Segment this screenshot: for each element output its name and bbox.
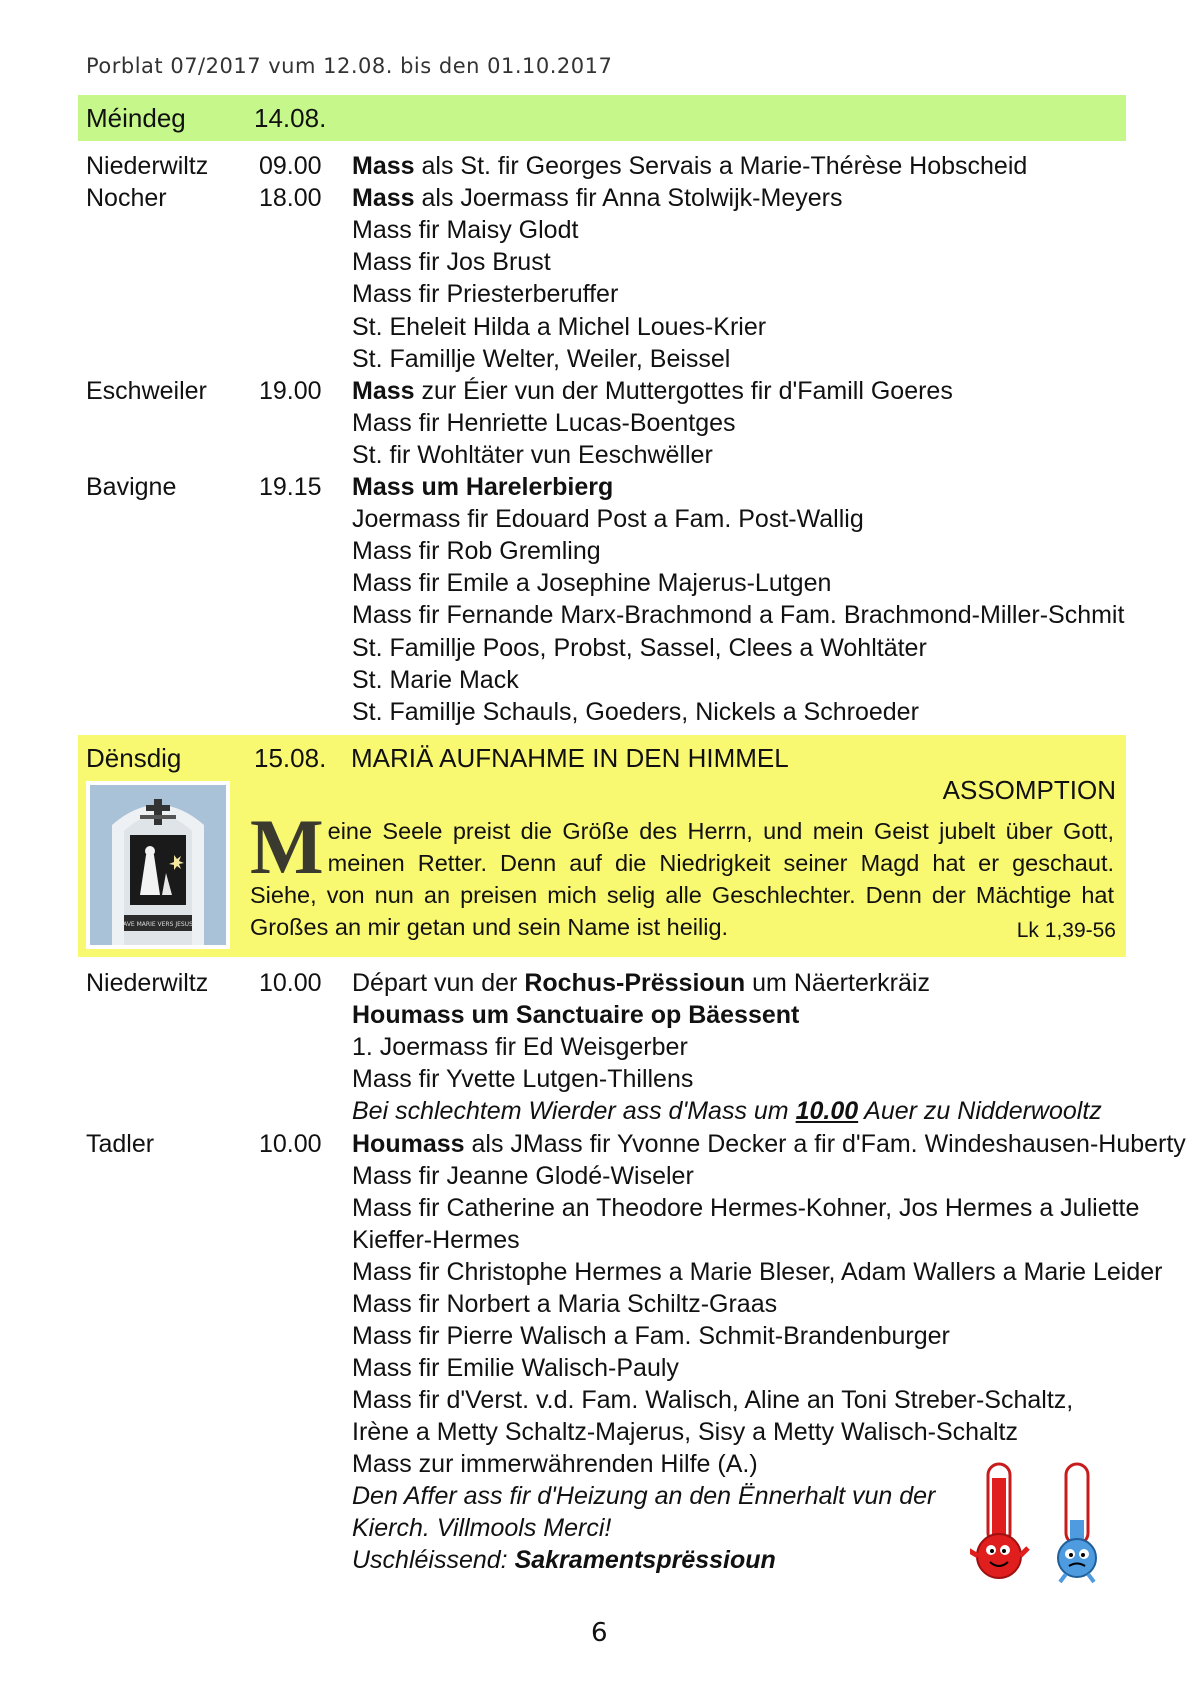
entry-line: Mass als St. fir Georges Servais a Marie-Thérèse Hobscheid	[352, 152, 1028, 180]
entry-line: St. Famillje Schauls, Goeders, Nickels a Schroeder	[352, 697, 919, 726]
time: 10.00	[259, 969, 322, 997]
page-header: Porblat 07/2017 vum 12.08. bis den 01.10.2017	[86, 54, 613, 78]
day-date: 15.08.	[254, 743, 327, 773]
entry-line: Mass fir Emilie Walisch-Pauly	[352, 1354, 679, 1382]
entry-line: St. Famillje Welter, Weiler, Beissel	[352, 344, 731, 373]
entry-line: 1. Joermass fir Ed Weisgerber	[352, 1033, 688, 1061]
entry-line: Mass fir Pierre Walisch a Fam. Schmit-Brandenburger	[352, 1322, 950, 1350]
feast-subtitle: ASSOMPTION	[942, 775, 1116, 805]
entry-line: Mass fir Christophe Hermes a Marie Bleser, Adam Wallers a Marie Leider	[352, 1258, 1163, 1286]
entry-line: Houmass um Sanctuaire op Bäessent	[352, 1001, 800, 1029]
entry-line: Mass fir Jeanne Glodé-Wiseler	[352, 1162, 694, 1190]
entry-line: Mass fir Catherine an Theodore Hermes-Kohner, Jos Hermes a Juliette	[352, 1194, 1140, 1222]
entry-line: Mass um Harelerbierg	[352, 473, 614, 501]
svg-text:AVE MARIE VERS JESUS: AVE MARIE VERS JESUS	[123, 921, 193, 928]
day-name: Dënsdig	[86, 743, 182, 773]
time: 19.00	[259, 376, 322, 405]
chapel-image	[86, 781, 230, 949]
time: 10.00	[259, 1130, 322, 1158]
entry-line: Kieffer-Hermes	[352, 1226, 520, 1254]
time: 19.15	[259, 473, 322, 501]
entry-line: Bei schlechtem Wierder ass d'Mass um 10.00 Auer zu Nidderwooltz	[352, 1097, 1102, 1125]
feast-box	[78, 735, 1126, 957]
location: Niederwiltz	[86, 969, 209, 997]
entry-line: St. Famillje Poos, Probst, Sassel, Clees a Wohltäter	[352, 633, 927, 662]
entry-line: St. fir Wohltäter vun Eeschwëller	[352, 440, 713, 469]
entry-line: Kierch. Villmools Merci!	[352, 1514, 612, 1542]
day-bar-monday	[78, 95, 1126, 141]
thermometer-icon	[970, 1460, 1120, 1585]
page-number: 6	[591, 1618, 608, 1648]
entry-line: St. Marie Mack	[352, 665, 519, 694]
location: Eschweiler	[86, 376, 207, 405]
day-name: Méindeg	[86, 103, 186, 133]
entry-line: Mass zur Éier vun der Muttergottes fir d'Famill Goeres	[352, 376, 953, 405]
entry-line: Joermass fir Edouard Post a Fam. Post-Wallig	[352, 505, 864, 534]
day-date: 14.08.	[254, 103, 327, 133]
quote-text: eine Seele preist die Größe des Herrn, und mein Geist jubelt über Gott, meinen Retter. Denn auf die Niedrigkeit seiner Magd hat er geschaut. Siehe, von nun an preisen mich selig alle Geschlechter. Denn der Mächtige hat Großes an mir getan und sein Name ist heilig.	[250, 818, 1114, 940]
quote-reference: Lk 1,39-56	[1016, 919, 1116, 942]
entry-line: Mass fir Fernande Marx-Brachmond a Fam. Brachmond-Miller-Schmit	[352, 601, 1125, 630]
entry-line: Den Affer ass fir d'Heizung an den Ënnerhalt vun der	[352, 1482, 936, 1510]
feast-title: MARIÄ AUFNAHME IN DEN HIMMEL	[351, 743, 789, 773]
time: 09.00	[259, 152, 322, 180]
entry-line: Départ vun der Rochus-Prëssioun um Näerterkräiz	[352, 969, 930, 997]
entry-line: Mass fir Henriette Lucas-Boentges	[352, 408, 736, 437]
entry-line: Uschléissend: Sakramentsprëssioun	[352, 1546, 776, 1574]
magnificat-quote	[250, 803, 1114, 943]
entry-line: Mass zur immerwährenden Hilfe (A.)	[352, 1450, 758, 1478]
location: Bavigne	[86, 473, 177, 501]
location: Tadler	[86, 1130, 155, 1158]
entry-line: Mass fir Rob Gremling	[352, 537, 601, 566]
drop-cap: M	[250, 803, 324, 890]
entry-line: Mass fir Emile a Josephine Majerus-Lutgen	[352, 569, 832, 598]
entry-line: Mass fir Yvette Lutgen-Thillens	[352, 1065, 694, 1093]
entry-line: Mass als Joermass fir Anna Stolwijk-Meyers	[352, 184, 843, 213]
entry-line: Mass fir Jos Brust	[352, 248, 551, 277]
location: Niederwiltz	[86, 152, 209, 180]
location: Nocher	[86, 184, 167, 213]
entry-line: Mass fir Priesterberuffer	[352, 280, 619, 309]
entry-line: Mass fir d'Verst. v.d. Fam. Walisch, Aline an Toni Streber-Schaltz,	[352, 1386, 1074, 1414]
entry-line: Mass fir Maisy Glodt	[352, 216, 579, 245]
entry-line: Irène a Metty Schaltz-Majerus, Sisy a Metty Walisch-Schaltz	[352, 1418, 1018, 1446]
entry-line: Mass fir Norbert a Maria Schiltz-Graas	[352, 1290, 778, 1318]
entry-line: St. Eheleit Hilda a Michel Loues-Krier	[352, 312, 767, 341]
chapel-icon	[90, 785, 226, 945]
entry-line: Houmass als JMass fir Yvonne Decker a fir d'Fam. Windeshausen-Huberty	[352, 1130, 1186, 1158]
time: 18.00	[259, 184, 322, 213]
